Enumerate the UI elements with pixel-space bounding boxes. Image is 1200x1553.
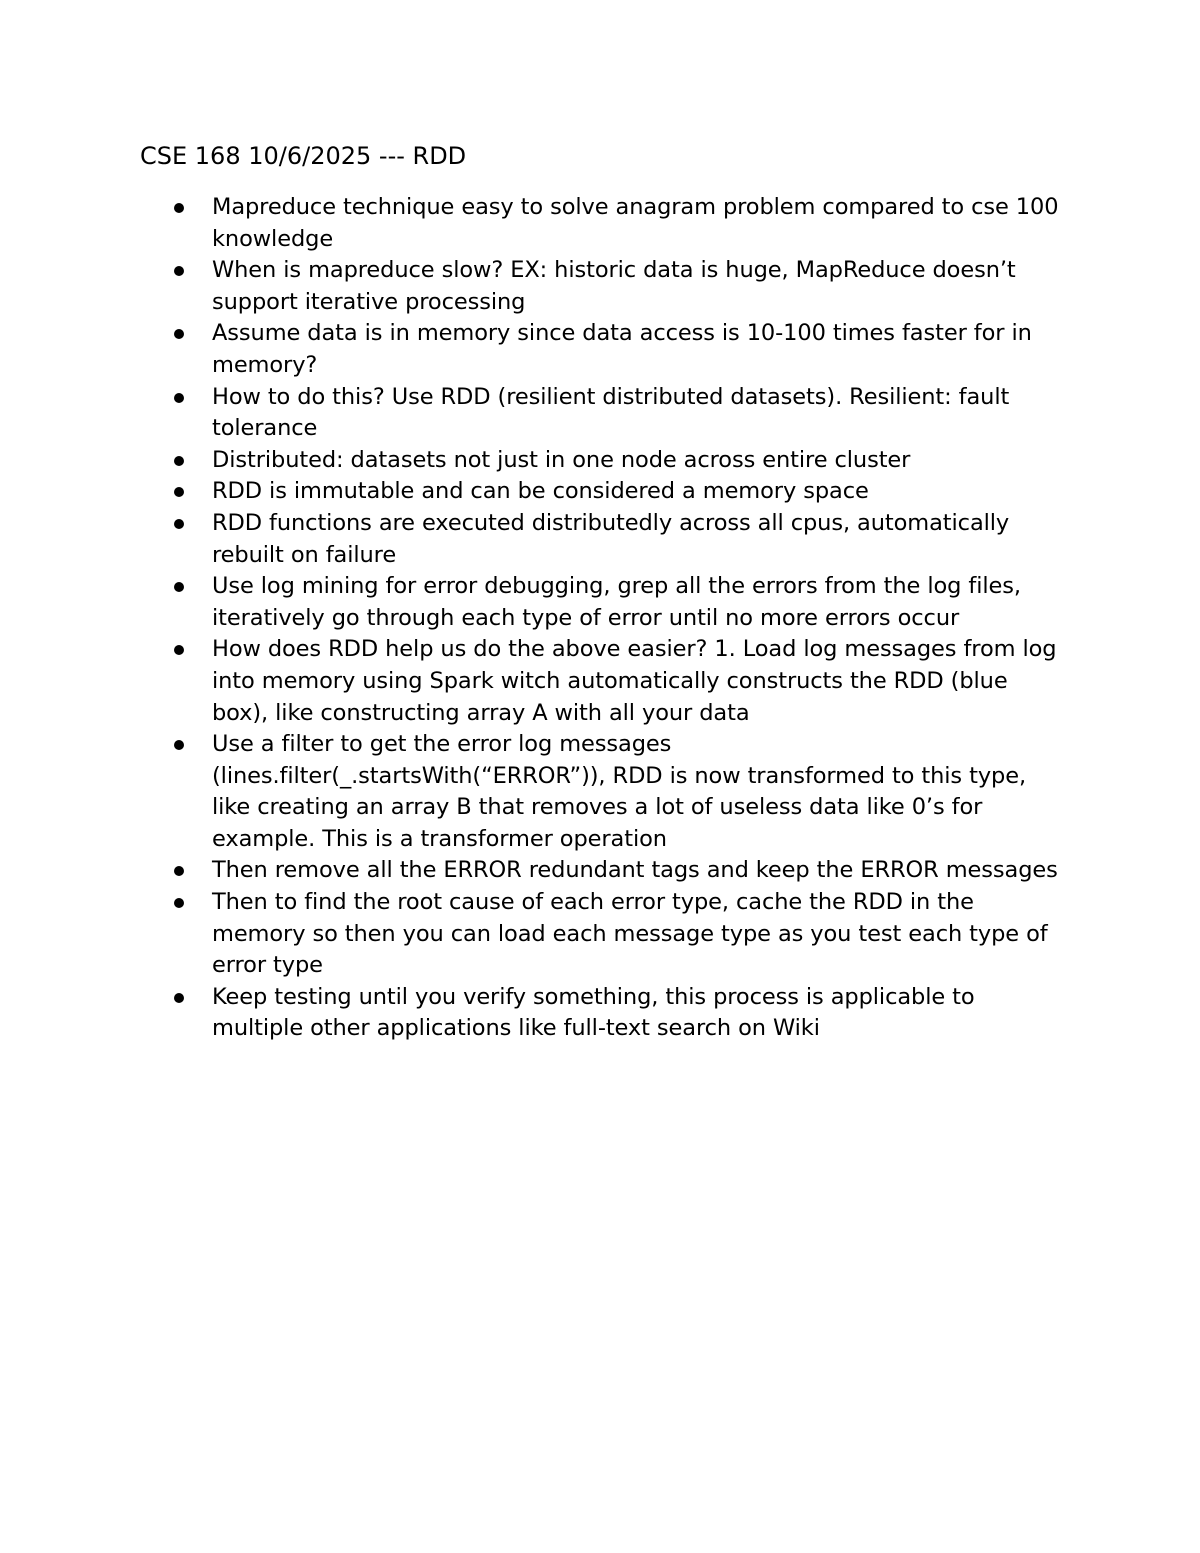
- bullet-icon: [174, 519, 184, 529]
- bullet-icon: [174, 487, 184, 497]
- bullet-icon: [174, 266, 184, 276]
- list-item: [0, 855, 1060, 887]
- list-item-text: Assume data is in memory since data access is 10-100 times faster for in memory?: [212, 320, 1032, 378]
- bullet-icon: [174, 456, 184, 466]
- list-item-text: Mapreduce technique easy to solve anagram problem compared to cse 100 knowledge: [212, 194, 1059, 252]
- list-item-text: Use a filter to get the error log messages (lines.filter(_.startsWith(“ERROR”)), RDD is now transformed to this type, like creating an array B that removes a lot of useless data like 0’s for example. This is a transformer operation: [212, 731, 1027, 852]
- bullet-icon: [174, 740, 184, 750]
- list-item: [0, 729, 1060, 855]
- bullet-list: [0, 192, 1200, 1045]
- list-item: [0, 382, 1060, 445]
- list-item: [0, 255, 1060, 318]
- bullet-icon: [174, 993, 184, 1003]
- bullet-icon: [174, 645, 184, 655]
- page-title: CSE 168 10/6/2025 --- RDD: [140, 142, 467, 170]
- list-item: [0, 887, 1060, 982]
- bullet-icon: [174, 582, 184, 592]
- list-item-text: Then to find the root cause of each error type, cache the RDD in the memory so then you can load each message type as you test each type of error type: [212, 889, 1048, 979]
- list-item-text: How does RDD help us do the above easier? 1. Load log messages from log into memory using Spark witch automatically constructs the RDD (blue box), like constructing array A with all your data: [212, 636, 1057, 726]
- list-item: [0, 508, 1060, 571]
- list-item: [0, 571, 1060, 634]
- list-item: [0, 192, 1060, 255]
- list-item: [0, 445, 1060, 477]
- list-item: [0, 982, 1060, 1045]
- list-item: [0, 634, 1060, 729]
- list-item-text: When is mapreduce slow? EX: historic data is huge, MapReduce doesn’t support iterative processing: [212, 257, 1016, 315]
- list-item: [0, 318, 1060, 381]
- bullet-icon: [174, 203, 184, 213]
- list-item-text: Use log mining for error debugging, grep all the errors from the log files, iteratively go through each type of error until no more errors occur: [212, 573, 1021, 631]
- bullet-icon: [174, 329, 184, 339]
- bullet-icon: [174, 393, 184, 403]
- list-item-text: Keep testing until you verify something, this process is applicable to multiple other applications like full-text search on Wiki: [212, 983, 975, 1042]
- list-item-text: RDD is immutable and can be considered a memory space: [212, 478, 869, 505]
- list-item-text: How to do this? Use RDD (resilient distributed datasets). Resilient: fault tolerance: [212, 383, 1010, 442]
- list-item-text: RDD functions are executed distributedly across all cpus, automatically rebuilt on failure: [212, 509, 1010, 568]
- list-item-text: Then remove all the ERROR redundant tags and keep the ERROR messages: [212, 857, 1058, 884]
- list-item-text: Distributed: datasets not just in one node across entire cluster: [212, 446, 911, 473]
- bullet-icon: [174, 866, 184, 876]
- list-item: [0, 476, 1060, 508]
- bullet-icon: [174, 898, 184, 908]
